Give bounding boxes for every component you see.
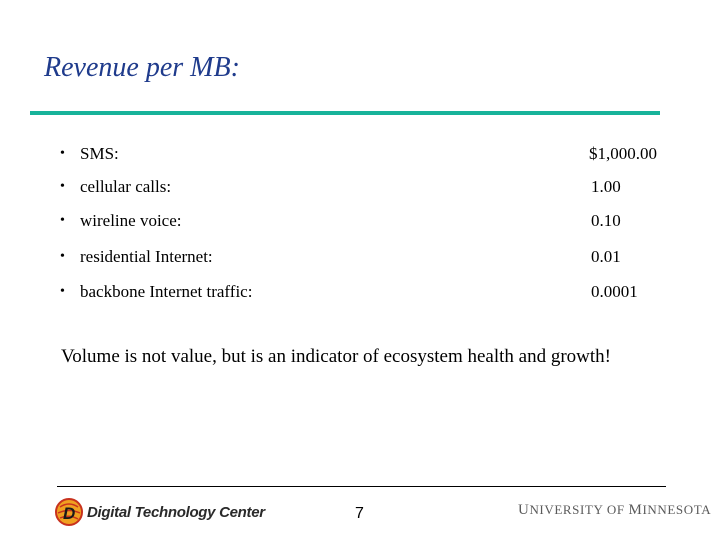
item-label: cellular calls:	[80, 177, 172, 196]
item-label: residential Internet:	[80, 247, 213, 266]
item-value: 0.0001	[591, 282, 638, 301]
item-value: 0.10	[591, 211, 621, 230]
umn-logo-niversity: NIVERSITY	[529, 502, 603, 517]
slide-title: Revenue per MB:	[44, 52, 240, 83]
item-value: 1.00	[591, 177, 621, 196]
bullet: •	[60, 284, 65, 299]
svg-text:D: D	[63, 504, 76, 523]
list-item	[0, 142, 720, 166]
umn-logo-u: U	[518, 502, 530, 518]
page-number: 7	[355, 505, 364, 522]
item-label: wireline voice:	[80, 211, 182, 230]
list-item	[0, 245, 720, 269]
umn-logo-of: OF	[606, 502, 625, 517]
bullet: •	[60, 146, 65, 161]
item-label: backbone Internet traffic:	[80, 282, 253, 301]
bullet: •	[60, 179, 65, 194]
dtc-globe-icon	[54, 497, 84, 527]
item-value: $1,000.00	[589, 144, 657, 163]
item-label: SMS:	[80, 144, 119, 163]
item-value: 0.01	[591, 247, 621, 266]
digital-technology-center-logo	[54, 495, 265, 529]
university-of-minnesota-logo	[518, 502, 711, 519]
bullet: •	[60, 249, 65, 264]
list-item	[0, 175, 720, 199]
dtc-logo-text: Digital Technology Center	[87, 503, 265, 521]
list-item	[0, 280, 720, 304]
umn-logo-m: M	[628, 502, 643, 518]
umn-logo-innesota: INNESOTA	[642, 502, 712, 517]
bullet: •	[60, 213, 65, 228]
list-item	[0, 209, 720, 233]
footer-divider	[57, 486, 666, 487]
summary-text: Volume is not value, but is an indicator of ecosystem health and growth!	[61, 346, 612, 367]
